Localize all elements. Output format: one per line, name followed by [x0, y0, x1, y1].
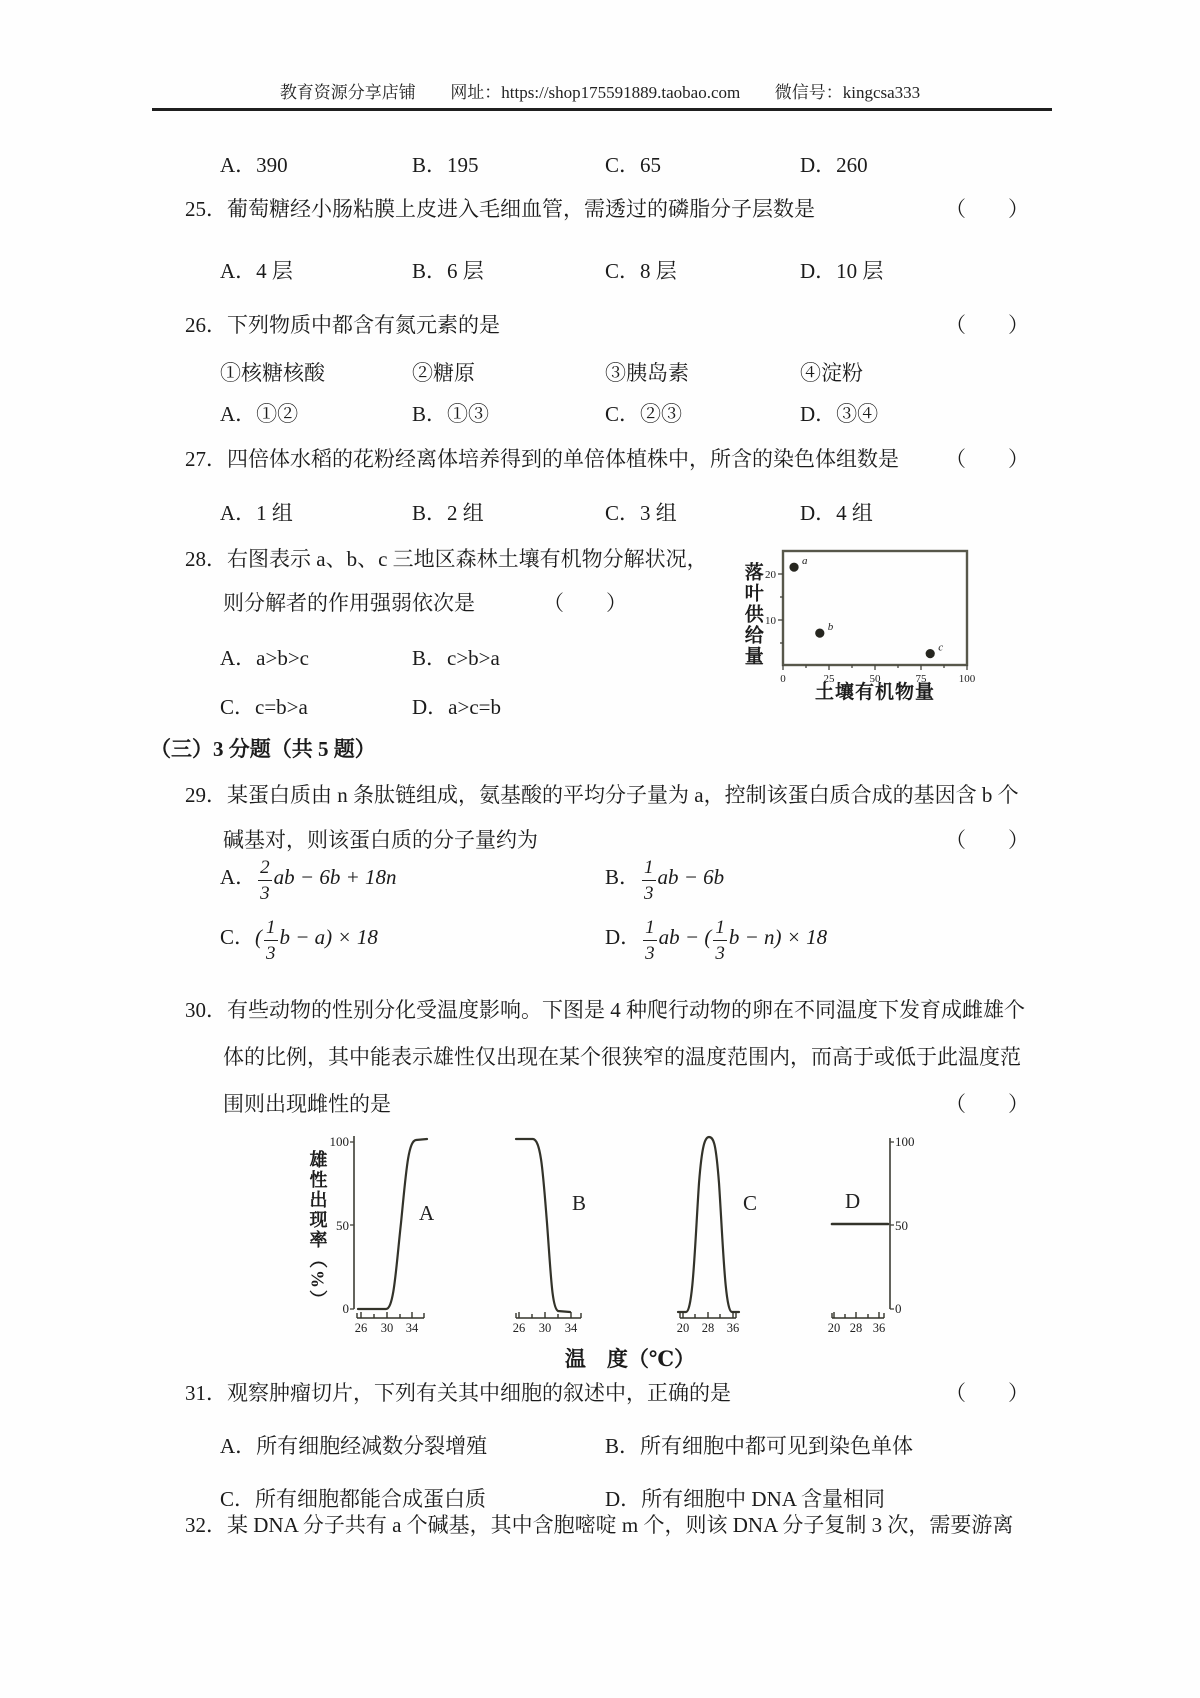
curve-C [678, 1137, 739, 1312]
curve-A [358, 1139, 427, 1309]
fraction-one-third: $\frac{1}{3}$ [266, 917, 276, 964]
x-tick-label-0: 0 [780, 673, 786, 685]
curve-B [516, 1139, 570, 1312]
q25-option-a: A．4 层 [220, 259, 293, 283]
q29-option-d-expression: b − n) × 18 [728, 925, 828, 949]
q29-option-c-label: C． [220, 925, 256, 949]
left-tick-label-0: 0 [342, 1301, 349, 1316]
curve-A-label: A [419, 1201, 435, 1225]
q30-stem-line1: 30．有些动物的性别分化受温度影响。下图是 4 种爬行动物的卵在不同温度下发育成雌雄个 [185, 998, 1025, 1022]
q25-option-c: C．8 层 [605, 259, 677, 283]
panel-C-tick-36: 36 [726, 1321, 740, 1335]
panel-A-tick-34: 34 [405, 1321, 419, 1335]
q24-option-c: C．65 [605, 153, 662, 177]
fraction-two-thirds: $\frac{2}{3}$ [260, 857, 270, 904]
q26-option-b: B．①③ [412, 402, 490, 426]
q28-option-a: A．a>b>c [220, 646, 309, 670]
q30-stem-line2: 体的比例，其中能表示雄性仅出现在某个很狭窄的温度范围内，而高于或低于此温度范 [223, 1045, 1021, 1069]
q30-figure-y-axis-label: 雄性出现率（%） [307, 1150, 328, 1310]
q31-option-c: C．所有细胞都能合成蛋白质 [220, 1487, 487, 1511]
q26-option-a: A．①② [220, 402, 299, 426]
panel-C-tick-20: 20 [676, 1321, 690, 1335]
q29-option-b-expression: ab − 6b [657, 865, 725, 889]
q29-answer-paren: （ ） [945, 828, 1029, 852]
q26-item-4: ④淀粉 [800, 361, 863, 385]
right-tick-label-100: 100 [895, 1134, 915, 1149]
left-tick-label-50: 50 [336, 1218, 349, 1233]
panel-C-tick-28: 28 [701, 1321, 715, 1335]
x-tick-label-50: 50 [869, 673, 881, 685]
q25-answer-paren: （ ） [945, 197, 1029, 221]
curve-B-label: B [572, 1191, 587, 1215]
x-tick-label-75: 75 [915, 673, 927, 685]
panel-C-axis [680, 1312, 736, 1318]
y-tick-label-10: 10 [765, 615, 776, 627]
right-tick-label-50: 50 [895, 1218, 908, 1233]
data-point-label-a: a [802, 555, 808, 568]
q30-line-figure [300, 1128, 920, 1363]
x-tick-label-25: 25 [823, 673, 835, 685]
q28-option-b: B．c>b>a [412, 646, 500, 670]
q28-stem-line1: 28．右图表示 a、b、c 三地区森林土壤有机物分解状况， [185, 547, 708, 571]
panel-B-axis [516, 1312, 581, 1318]
q32-stem: 32．某 DNA 分子共有 a 个碱基，其中含胞嘧啶 m 个，则该 DNA 分子复制 3 次，需要游离 [185, 1513, 1014, 1537]
q27-option-c: C．3 组 [605, 501, 677, 525]
q25-option-d: D．10 层 [800, 259, 884, 283]
q29-option-b-label: B． [605, 865, 641, 889]
y-tick-label-20: 20 [765, 569, 776, 581]
panel-D-tick-36: 36 [872, 1321, 886, 1335]
panel-B-tick-30: 30 [538, 1321, 552, 1335]
panel-D-tick-20: 20 [827, 1321, 841, 1335]
right-tick-label-0: 0 [895, 1301, 902, 1316]
q29-option-d-middle: ab − ( [658, 925, 712, 949]
q31-option-d: D．所有细胞中 DNA 含量相同 [605, 1487, 886, 1511]
q28-stem-line2: 则分解者的作用强弱依次是 [223, 591, 475, 615]
header-divider [152, 108, 1052, 111]
q26-answer-paren: （ ） [945, 313, 1029, 337]
x-tick-label-100: 100 [958, 673, 976, 685]
curve-C-label: C [743, 1191, 758, 1215]
fraction-one-third: $\frac{1}{3}$ [715, 917, 725, 964]
panel-D-axis [832, 1312, 884, 1318]
q27-answer-paren: （ ） [945, 447, 1029, 471]
panel-B-tick-34: 34 [564, 1321, 578, 1335]
data-point-b [815, 629, 824, 638]
q27-option-b: B．2 组 [412, 501, 484, 525]
q29-stem-line1: 29．某蛋白质由 n 条肽链组成，氨基酸的平均分子量为 a，控制该蛋白质合成的基因含 b 个 [185, 783, 1019, 807]
q26-item-3: ③胰岛素 [605, 361, 689, 385]
page-header [0, 82, 1200, 103]
curve-D-label: D [845, 1189, 861, 1213]
q31-answer-paren: （ ） [945, 1381, 1029, 1405]
q24-option-b: B．195 [412, 153, 479, 177]
panel-D-tick-28: 28 [849, 1321, 863, 1335]
data-point-label-b: b [827, 621, 834, 634]
header-store-name: 教育资源分享店铺 [279, 83, 416, 102]
q29-option-a-expression: ab − 6b + 18n [273, 865, 397, 889]
q30-stem-line3: 围则出现雌性的是 [223, 1092, 391, 1116]
q24-option-d: D．260 [800, 153, 868, 177]
q31-stem: 31．观察肿瘤切片，下列有关其中细胞的叙述中，正确的是 [185, 1381, 731, 1405]
panel-A-tick-26: 26 [354, 1321, 368, 1335]
q26-option-d: D．③④ [800, 402, 879, 426]
panel-A-axis [357, 1312, 424, 1318]
panel-B-tick-26: 26 [512, 1321, 526, 1335]
q29-option-c-expression: b − a) × 18 [279, 925, 378, 949]
q26-item-1: ①核糖核酸 [220, 361, 325, 385]
q26-stem: 26．下列物质中都含有氮元素的是 [185, 313, 500, 337]
q25-option-b: B．6 层 [412, 259, 484, 283]
q28-chart-y-axis-label: 落叶供给量 [741, 562, 763, 667]
q27-stem: 27．四倍体水稻的花粉经离体培养得到的单倍体植株中，所含的染色体组数是 [185, 447, 899, 471]
section-3-heading: （三）3 分题（共 5 题） [150, 737, 376, 761]
q31-option-b: B．所有细胞中都可见到染色单体 [605, 1434, 914, 1458]
data-point-label-c: c [938, 641, 944, 654]
q26-item-2: ②糖原 [412, 361, 475, 385]
fraction-one-third: $\frac{1}{3}$ [644, 857, 654, 904]
q29-option-c [220, 918, 378, 963]
q30-answer-paren: （ ） [945, 1092, 1029, 1116]
q27-option-d: D．4 组 [800, 501, 873, 525]
q30-figure-x-axis-label: 温 度（℃） [564, 1347, 696, 1371]
q29-option-b [605, 858, 724, 903]
q29-option-d-label: D． [605, 925, 642, 949]
q28-chart-x-axis-label: 土壤有机物量 [814, 682, 935, 703]
q29-option-a [220, 858, 397, 903]
q28-option-d: D．a>c=b [412, 695, 501, 719]
q26-option-c: C．②③ [605, 402, 683, 426]
q29-stem-line2: 碱基对，则该蛋白质的分子量约为 [223, 828, 538, 852]
data-point-a [789, 563, 798, 572]
q25-stem: 25．葡萄糖经小肠粘膜上皮进入毛细血管，需透过的磷脂分子层数是 [185, 197, 815, 221]
q29-option-d [605, 918, 827, 963]
scatter-points [789, 555, 943, 658]
q28-option-c: C．c=b>a [220, 695, 308, 719]
q29-option-c-open: ( [255, 925, 263, 949]
header-shop-url: 网址：https://shop175591889.taobao.com [450, 83, 741, 102]
panel-A-tick-30: 30 [380, 1321, 394, 1335]
q29-option-a-label: A． [220, 865, 257, 889]
q24-option-a: A．390 [220, 153, 288, 177]
left-tick-label-100: 100 [329, 1134, 349, 1149]
q28-answer-paren: （ ） [543, 591, 627, 615]
q27-option-a: A．1 组 [220, 501, 293, 525]
data-point-c [926, 649, 935, 658]
fraction-one-third: $\frac{1}{3}$ [645, 917, 655, 964]
header-wechat-id: 微信号：kingcsa333 [774, 83, 921, 102]
q31-option-a: A．所有细胞经减数分裂增殖 [220, 1434, 488, 1458]
